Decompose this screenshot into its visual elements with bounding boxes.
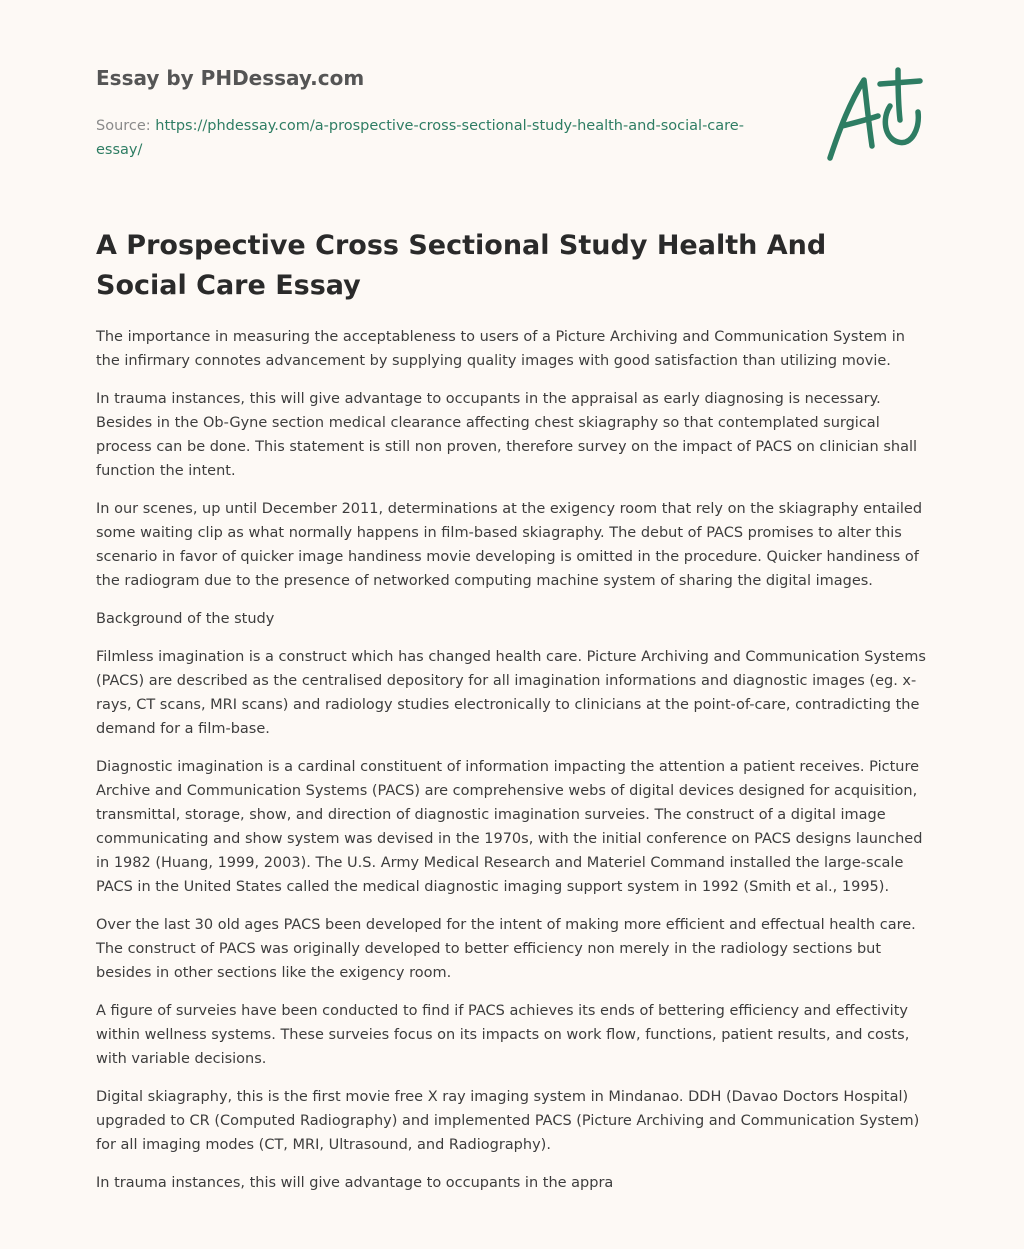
- paragraph: A figure of surveies have been conducted to find if PACS achieves its ends of bettering efficiency and effectivity within wellness systems. These surveies focus on its impacts on work flow, functions, patient results, and costs, with variable decisions.: [96, 1003, 910, 1067]
- source-link[interactable]: https://phdessay.com/a-prospective-cross-sectional-study-health-and-social-care-essay/: [96, 118, 744, 158]
- paragraph: Diagnostic imagination is a cardinal constituent of information impacting the attention a patient receives. Picture Archive and Communication Systems (PACS) are comprehensive webs of digital devices designed for acquisition, transmittal, storage, show, and direction of diagnostic imagination surveies. The construct of a digital image communicating and show system was devised in the 1970s, with the initial conference on PACS designs launched in 1982 (Huang, 1999, 2003). The U.S. Army Medical Research and Materiel Command installed the large-scale PACS in the United States called the medical diagnostic imaging support system in 1992 (Smith et al., 1995).: [96, 759, 923, 895]
- source-label: Source:: [96, 118, 156, 134]
- page-header: [96, 64, 756, 162]
- paragraph: In our scenes, up until December 2011, determinations at the exigency room that rely on the skiagraphy entailed some waiting clip as what normally happens in film-based skiagraphy. The debut of PACS promises to alter this scenario in favor of quicker image handiness movie developing is omitted in the procedure. Quicker handiness of the radiogram due to the presence of networked computing machine system of sharing the digital images.: [96, 501, 923, 589]
- paragraph: Over the last 30 old ages PACS been developed for the intent of making more efficient and effectual health care. The construct of PACS was originally developed to better efficiency non merely in the radiology sections but besides in other sections like the exigency room.: [96, 917, 916, 981]
- section-heading: Background of the study: [96, 611, 275, 627]
- paragraph: Filmless imagination is a construct which has changed health care. Picture Archiving and Communication Systems (PACS) are described as the centralised depository for all imagination informations and diagnostic images (eg. x-rays, CT scans, MRI scans) and radiology studies electronically to clinicians at the point-of-care, contradicting the demand for a film-base.: [96, 649, 926, 737]
- a-plus-logo-icon: [820, 66, 930, 166]
- site-title: Essay by PHDessay.com: [96, 66, 365, 90]
- paragraph: The importance in measuring the acceptableness to users of a Picture Archiving and Communication System in the infirmary connotes advancement by supplying quality images with good satisfaction than utilizing movie.: [96, 329, 905, 369]
- essay-body: [96, 325, 928, 1209]
- source-line: [96, 114, 756, 162]
- paragraph: Digital skiagraphy, this is the first movie free X ray imaging system in Mindanao. DDH (Davao Doctors Hospital) upgraded to CR (Computed Radiography) and implemented PACS (Picture Archiving and Communication System) for all imaging modes (CT, MRI, Ultrasound, and Radiography).: [96, 1089, 920, 1153]
- essay-title: A Prospective Cross Sectional Study Health And Social Care Essay: [96, 230, 827, 301]
- paragraph: In trauma instances, this will give advantage to occupants in the appraisal as early diagnosing is necessary. Besides in the Ob-Gyne section medical clearance affecting chest skiagraphy so that contemplated surgical process can be done. This statement is still non proven, therefore survey on the impact of PACS on clinician shall function the intent.: [96, 391, 918, 479]
- paragraph-truncated: In trauma instances, this will give advantage to occupants in the appra: [96, 1175, 614, 1191]
